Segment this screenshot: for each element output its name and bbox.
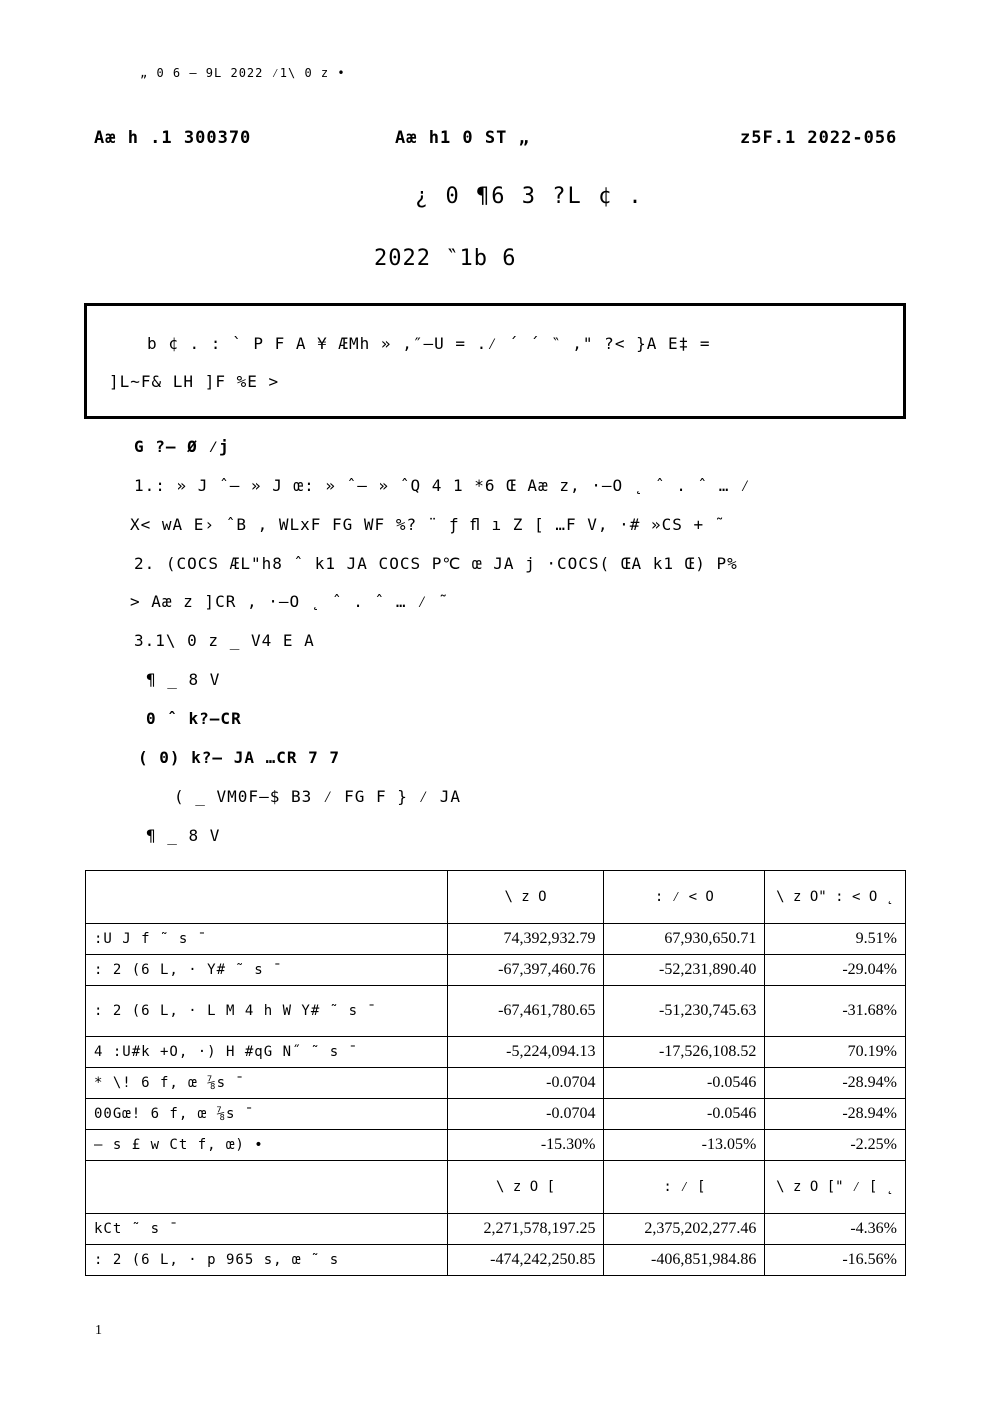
column-header: \ z O [: [447, 1161, 604, 1214]
column-header: [86, 1161, 448, 1214]
notice-number: z5F.1 2022-056: [740, 128, 898, 148]
table-cell: -0.0546: [604, 1068, 765, 1099]
column-header: [86, 871, 448, 924]
table-cell: -51,230,745.63: [604, 986, 765, 1037]
table-cell: -52,231,890.40: [604, 955, 765, 986]
table-row: [86, 1130, 906, 1161]
row-label: : 2 (6 L, · p 965 s, œ ˜ s: [86, 1245, 448, 1276]
body-line: > Aæ z ]CR , ·–O ˛ ˆ . ˆ … ⁄ ˜: [130, 592, 449, 611]
page-number: 1: [95, 1323, 102, 1338]
body-line: ¶ _ 8 V: [146, 670, 221, 689]
column-header: \ z O" : < O ˛: [765, 871, 906, 924]
table-cell: 9.51%: [765, 924, 906, 955]
table-cell: 70.19%: [765, 1037, 906, 1068]
table-header-row: [86, 1161, 906, 1214]
table-cell: -4.36%: [765, 1214, 906, 1245]
table-row: [86, 924, 906, 955]
table-cell: -13.05%: [604, 1130, 765, 1161]
table-cell: -28.94%: [765, 1068, 906, 1099]
notice-line-1: b ¢ . : ` P F A ¥ ÆMh » ,″–U = .⁄ ´ ´ ‶ ," ?< }A E‡ =: [147, 334, 711, 353]
row-label: – s £ w Ct f, œ) •: [86, 1130, 448, 1161]
notice-line-2: ]L~F& LH ]F %E >: [109, 372, 280, 391]
table-row: [86, 1068, 906, 1099]
financial-table: [85, 870, 906, 1276]
header-top-line: „ 0 6 – 9L 2022 ⁄1\ 0 z •: [140, 66, 346, 80]
body-line: ( _ VM0F–$ B3 ⁄ FG F } ⁄ JA: [174, 787, 462, 806]
body-line: 3.1\ 0 z _ V4 E A: [134, 631, 315, 650]
body-line: X< wA E› ˆB , WLxF FG WF %? ¨ ƒ ﬂ ı Z [ …F V, ·# »CS + ˜: [130, 515, 726, 534]
table-row: [86, 986, 906, 1037]
body-line: ¶ _ 8 V: [146, 826, 221, 845]
column-header: : ⁄ [: [604, 1161, 765, 1214]
table-cell: 2,375,202,277.46: [604, 1214, 765, 1245]
body-line: 1.: » J ˆ– » J œ: » ˆ– » ˆQ 4 1 *6 Œ Aæ z, ·–O ˛ ˆ . ˆ … ⁄: [134, 476, 751, 495]
table-row: [86, 1037, 906, 1068]
row-label: :U J f ˜ s ˉ: [86, 924, 448, 955]
table-cell: -0.0704: [447, 1068, 604, 1099]
table-cell: -0.0546: [604, 1099, 765, 1130]
row-label: : 2 (6 L, · Y# ˜ s ˉ: [86, 955, 448, 986]
table-row: [86, 955, 906, 986]
row-label: kCt ˜ s ˉ: [86, 1214, 448, 1245]
column-header: \ z O [" ⁄ [ ˛: [765, 1161, 906, 1214]
table-cell: -31.68%: [765, 986, 906, 1037]
table-header-row: [86, 871, 906, 924]
body-line: G ?– Ø ⁄j: [134, 437, 230, 456]
table-cell: -474,242,250.85: [447, 1245, 604, 1276]
table-cell: -67,461,780.65: [447, 986, 604, 1037]
body-line: 0 ˆ k?–CR: [146, 709, 242, 728]
table-cell: -17,526,108.52: [604, 1037, 765, 1068]
table-row: [86, 1245, 906, 1276]
row-label: 4 :U#k +O, ·) H #qG N˝ ˜ s ˉ: [86, 1037, 448, 1068]
table-cell: -5,224,094.13: [447, 1037, 604, 1068]
table-cell: -16.56%: [765, 1245, 906, 1276]
document-title: ¿ 0 ¶6 3 ?L ¢ .: [415, 184, 644, 209]
table-cell: 2,271,578,197.25: [447, 1214, 604, 1245]
table-cell: 67,930,650.71: [604, 924, 765, 955]
stock-abbreviation: Aæ h1 0 ST „: [395, 128, 530, 148]
table-cell: -2.25%: [765, 1130, 906, 1161]
table-cell: -0.0704: [447, 1099, 604, 1130]
table-cell: -28.94%: [765, 1099, 906, 1130]
table-cell: -67,397,460.76: [447, 955, 604, 986]
table-row: [86, 1099, 906, 1130]
document-date: 2022 ‶1b 6: [374, 246, 517, 271]
table-cell: -406,851,984.86: [604, 1245, 765, 1276]
table-row: [86, 1214, 906, 1245]
notice-box: [84, 303, 906, 419]
table-cell: -29.04%: [765, 955, 906, 986]
column-header: \ z O: [447, 871, 604, 924]
column-header: : ⁄ < O: [604, 871, 765, 924]
row-label: 00Gœ! 6 f, œ ⅞s ˉ: [86, 1099, 448, 1130]
row-label: : 2 (6 L, · L M 4 h W Y# ˜ s ˉ: [86, 986, 448, 1037]
table-cell: -15.30%: [447, 1130, 604, 1161]
table-cell: 74,392,932.79: [447, 924, 604, 955]
body-line: 2. (COCS ÆL"h8 ˆ k1 JA COCS P℃ œ JA j ·COCS( ŒA k1 Œ) P%: [134, 554, 738, 573]
row-label: * \! 6 f, œ ⅞s ˉ: [86, 1068, 448, 1099]
stock-code: Aæ h .1 300370: [94, 128, 252, 148]
body-line: ( 0) k?– JA …CR 7 7: [138, 748, 341, 767]
